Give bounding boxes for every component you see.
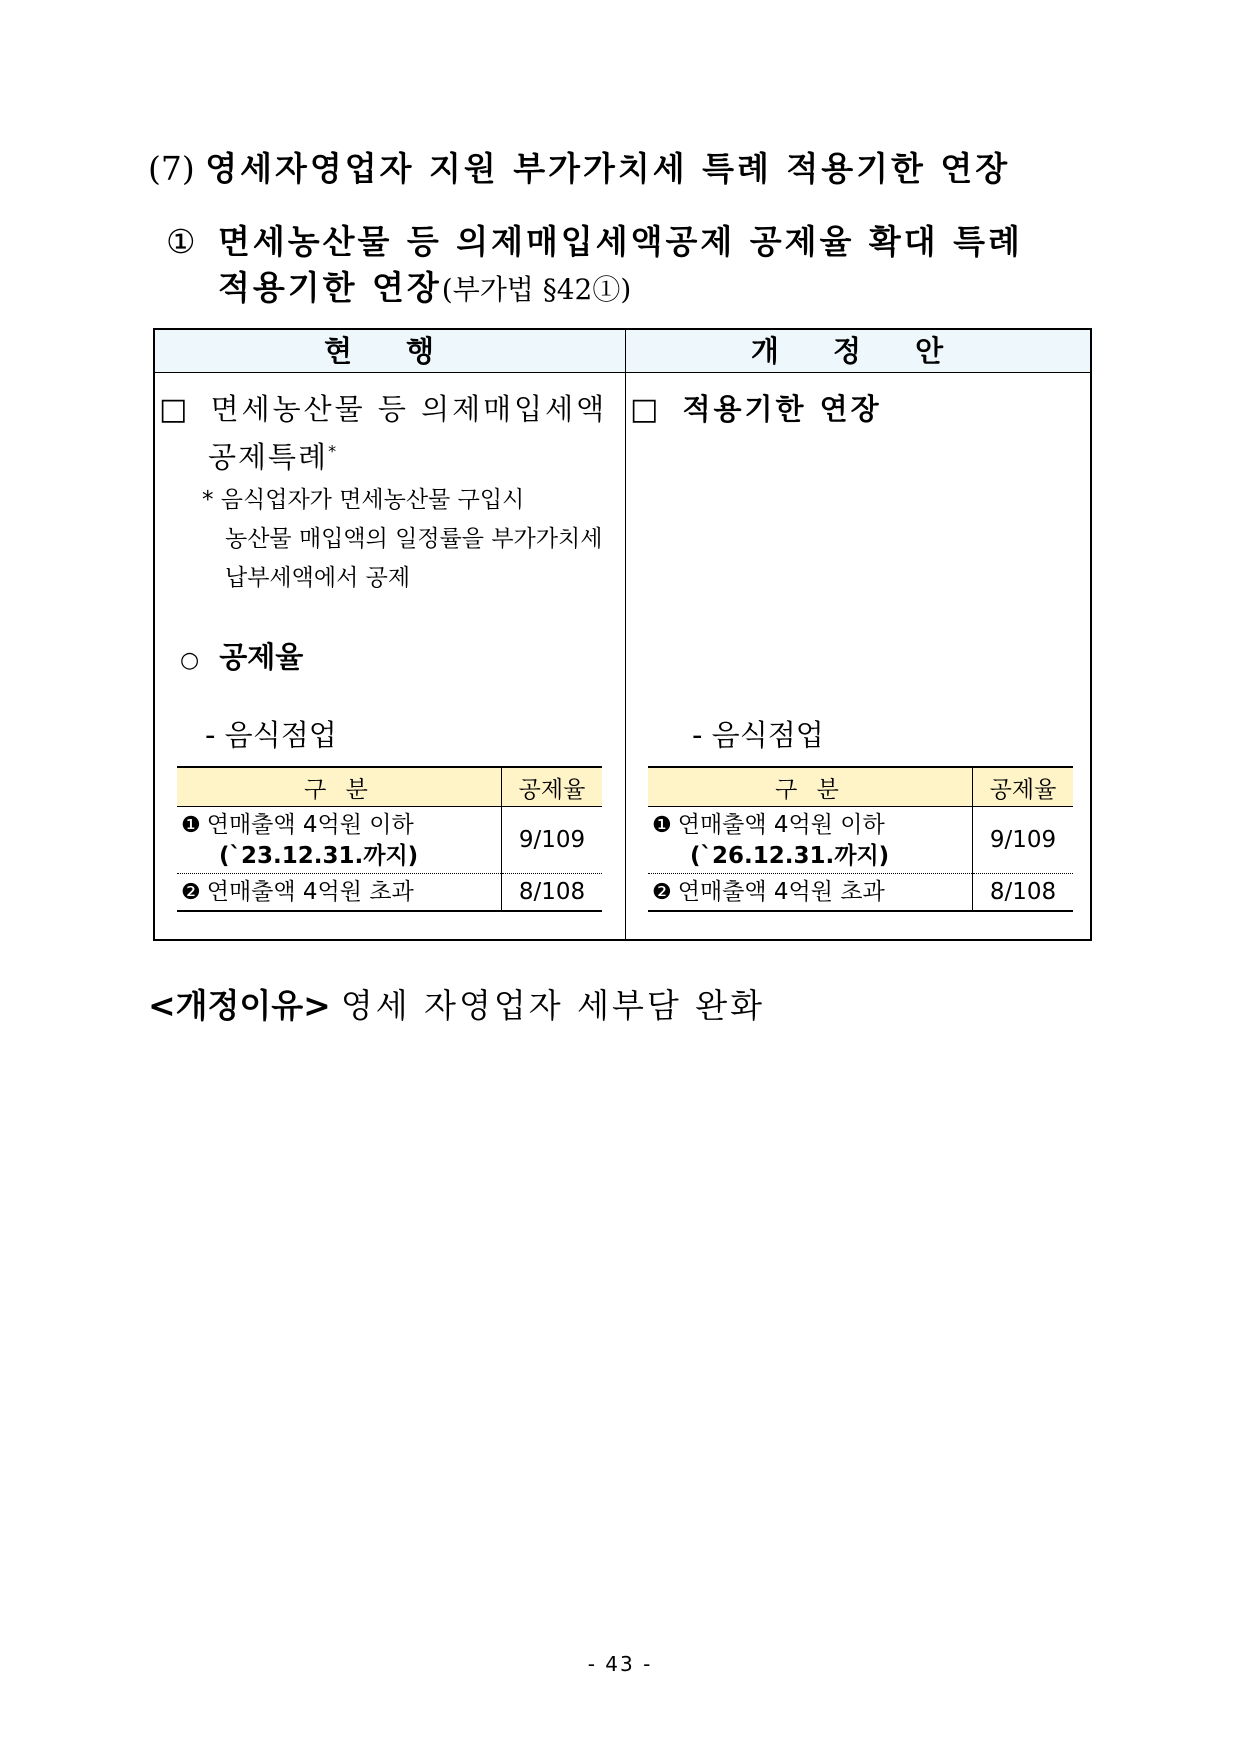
- law-reference: (부가법 §42①): [441, 273, 632, 306]
- note-line-3: 납부세액에서 공제: [225, 565, 411, 591]
- circle-marker: ○: [180, 648, 200, 673]
- current-dash-item: - 음식점업: [205, 718, 337, 752]
- current-box-text-line2-wrap: [208, 435, 338, 476]
- subsection-marker: ①: [166, 222, 196, 261]
- column-divider: [625, 330, 626, 939]
- proposed-rate-table: [648, 766, 1073, 912]
- checkbox-marker: □: [159, 392, 188, 427]
- section-title: [148, 143, 1010, 190]
- row-rate: 8/108: [502, 874, 603, 912]
- note-line-2: 농산물 매입액의 일정률을 부가가치세: [225, 526, 603, 552]
- current-col-header-category: 구 분: [177, 767, 502, 807]
- header-proposed: 개 정 안: [626, 330, 1090, 373]
- row-label: 연매출액 4억원 이하: [206, 811, 414, 838]
- section-title-text: 영세자영업자 지원 부가가치세 특례 적용기한 연장: [205, 149, 1011, 188]
- current-box-text-line2: 공제특례: [208, 440, 329, 474]
- revision-reason-text: 영세 자영업자 세부담 완화: [340, 986, 765, 1025]
- row-rate: 8/108: [973, 874, 1074, 912]
- row-rate: 9/109: [502, 807, 603, 874]
- current-box-item: [159, 387, 607, 428]
- row-date: (`23.12.31.까지): [219, 842, 419, 869]
- revision-reason-label: <개정이유>: [148, 986, 331, 1025]
- row-label: 연매출액 4억원 초과: [677, 878, 885, 905]
- row-date: (`26.12.31.까지): [690, 842, 890, 869]
- proposed-col-header-rate: 공제율: [973, 767, 1074, 807]
- deduction-rate-label: 공제율: [219, 640, 304, 674]
- subsection-title-line2: 적용기한 연장: [218, 268, 442, 307]
- note-line-1: * 음식업자가 면세농산물 구입시: [202, 487, 525, 513]
- table-row: [648, 874, 1073, 912]
- header-current: 현 행: [155, 330, 626, 373]
- row-label: 연매출액 4억원 이하: [677, 811, 885, 838]
- section-number: (7): [148, 149, 195, 188]
- row-bullet: ❷: [652, 879, 672, 905]
- page-number: - 43 -: [587, 1652, 653, 1676]
- proposed-dash-item: - 음식점업: [692, 718, 824, 752]
- note-mark: *: [328, 441, 339, 461]
- row-bullet: ❶: [652, 812, 672, 838]
- proposed-box-item: [630, 387, 882, 428]
- revision-reason: [148, 980, 765, 1027]
- current-box-text-line1: 면세농산물 등 의제매입세액: [210, 392, 608, 426]
- row-label: 연매출액 4억원 초과: [206, 878, 414, 905]
- subsection-title: [166, 216, 1106, 307]
- deduction-rate-item: [180, 635, 303, 676]
- row-bullet: ❷: [181, 879, 201, 905]
- table-row: [177, 874, 602, 912]
- row-bullet: ❶: [181, 812, 201, 838]
- subsection-title-line2-wrap: [218, 262, 631, 309]
- proposed-box-text: 적용기한 연장: [682, 392, 882, 426]
- table-row: [177, 807, 602, 874]
- proposed-col-header-category: 구 분: [648, 767, 973, 807]
- current-rate-table: [177, 766, 602, 912]
- current-col-header-rate: 공제율: [502, 767, 603, 807]
- subsection-title-line1: 면세농산물 등 의제매입세액공제 공제율 확대 특례: [218, 222, 1023, 261]
- comparison-table: [153, 328, 1092, 941]
- checkbox-marker: □: [630, 392, 659, 427]
- table-row: [648, 807, 1073, 874]
- row-rate: 9/109: [973, 807, 1074, 874]
